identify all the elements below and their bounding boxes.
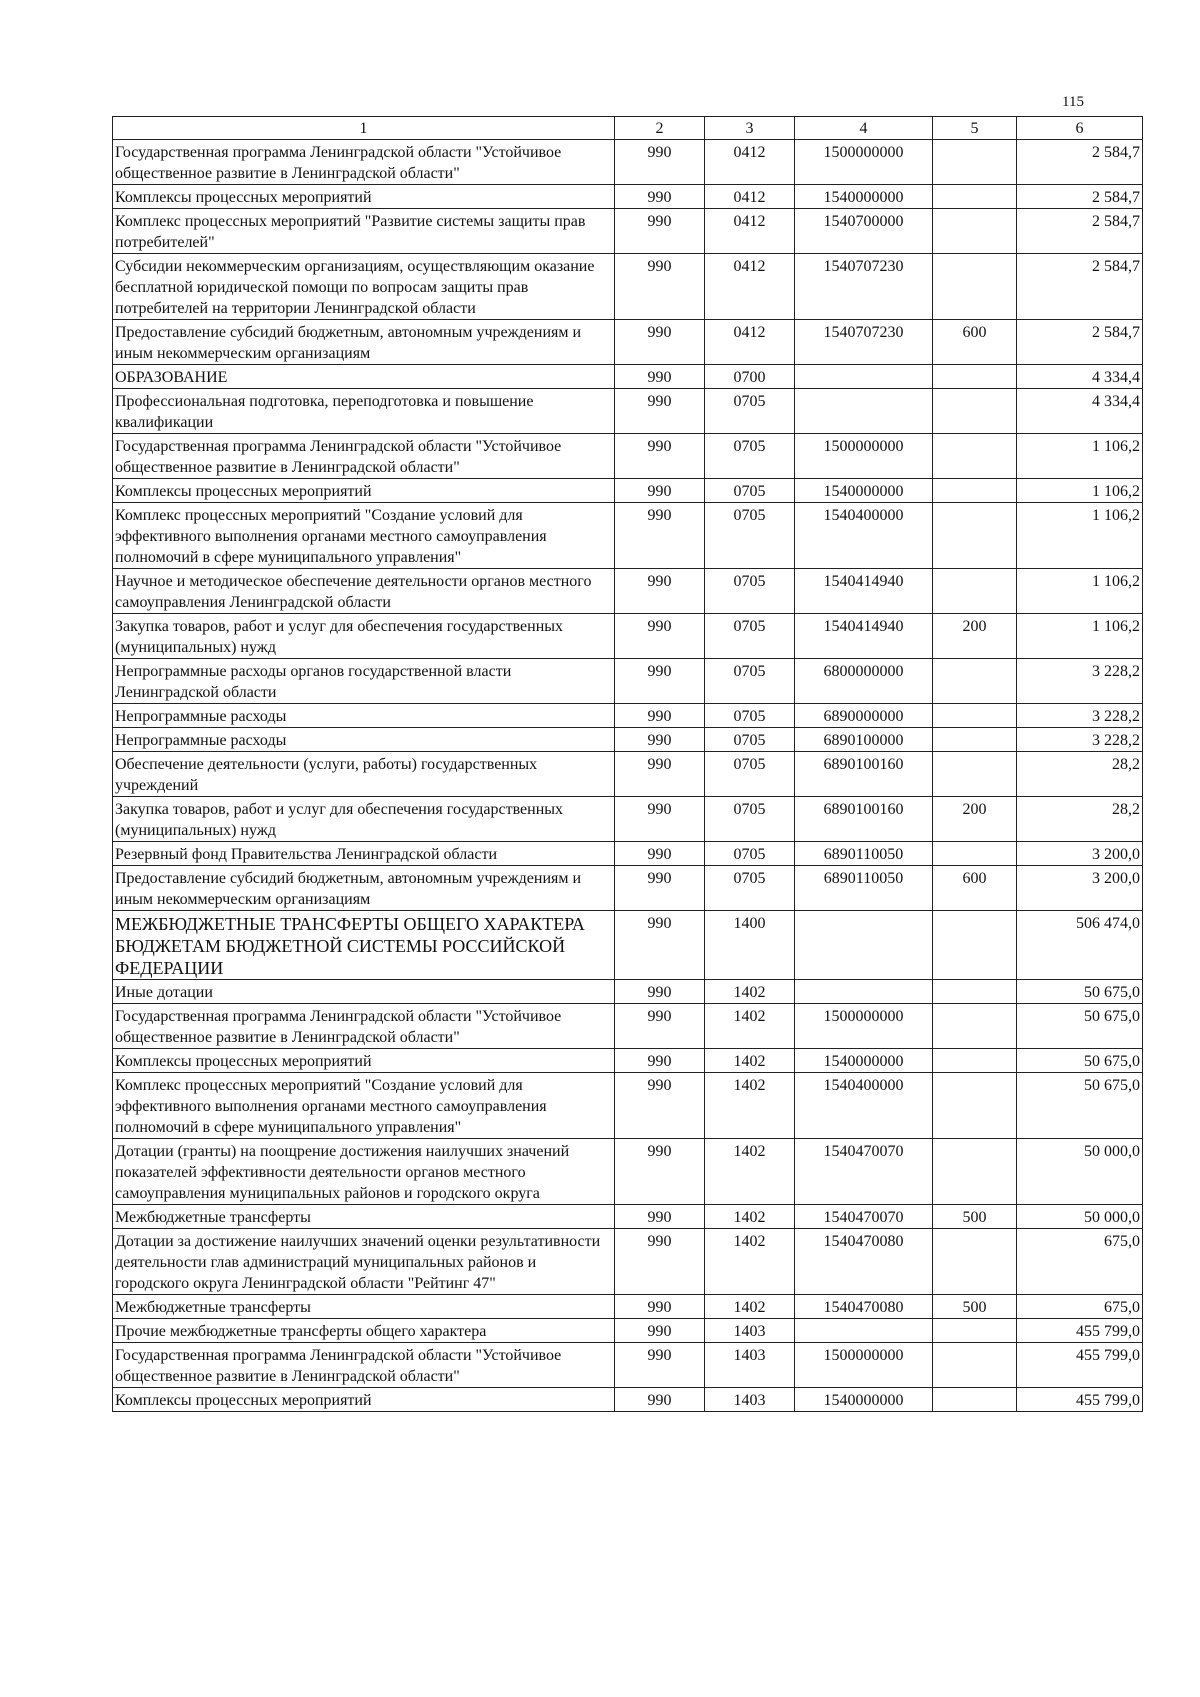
row-amount-cell: 4 334,4 [1017,389,1143,434]
table-row [113,365,1143,389]
row-section-cell: 1400 [705,911,795,980]
table-row [113,980,1143,1004]
budget-table [112,116,1143,1412]
row-code-cell: 990 [615,1004,705,1049]
row-section-cell: 0705 [705,389,795,434]
row-code-cell: 990 [615,1388,705,1412]
row-section-cell: 0412 [705,140,795,185]
row-section-cell: 1402 [705,1229,795,1295]
row-name-cell: Непрограммные расходы органов государственной власти Ленинградской области [113,659,615,704]
table-row [113,140,1143,185]
column-header: 1 [113,117,615,140]
row-target-cell: 1540000000 [795,479,933,503]
row-amount-cell: 1 106,2 [1017,503,1143,569]
row-amount-cell: 1 106,2 [1017,479,1143,503]
row-amount-cell: 2 584,7 [1017,185,1143,209]
row-target-cell: 1540000000 [795,1388,933,1412]
row-section-cell: 1402 [705,1004,795,1049]
row-name-cell: Дотации (гранты) на поощрение достижения наилучших значений показателей эффективности деятельности органов местного самоуправления муниципальных районов и городского округа [113,1139,615,1205]
row-name-cell: Научное и методическое обеспечение деятельности органов местного самоуправления Ленинградской области [113,569,615,614]
row-section-cell: 1402 [705,1049,795,1073]
row-code-cell: 990 [615,479,705,503]
table-row [113,503,1143,569]
page-number: 115 [1062,94,1084,110]
column-header: 4 [795,117,933,140]
row-target-cell: 1500000000 [795,1343,933,1388]
row-type-cell [933,209,1017,254]
row-name-cell: Прочие межбюджетные трансферты общего характера [113,1319,615,1343]
row-type-cell [933,1319,1017,1343]
row-name-cell: Субсидии некоммерческим организациям, осуществляющим оказание бесплатной юридической помощи по вопросам защиты прав потребителей на территории Ленинградской области [113,254,615,320]
row-target-cell: 1500000000 [795,434,933,479]
row-name-cell: Обеспечение деятельности (услуги, работы) государственных учреждений [113,752,615,797]
row-type-cell [933,704,1017,728]
row-code-cell: 990 [615,1139,705,1205]
row-name-cell: Резервный фонд Правительства Ленинградской области [113,842,615,866]
row-section-cell: 0705 [705,479,795,503]
row-section-cell: 1402 [705,980,795,1004]
row-code-cell: 990 [615,1319,705,1343]
row-amount-cell: 3 200,0 [1017,866,1143,911]
row-amount-cell: 1 106,2 [1017,434,1143,479]
row-name-cell: Государственная программа Ленинградской области "Устойчивое общественное развитие в Ленинградской области" [113,434,615,479]
row-target-cell: 6890100160 [795,797,933,842]
row-code-cell: 990 [615,866,705,911]
row-type-cell [933,1343,1017,1388]
row-section-cell: 0705 [705,704,795,728]
row-code-cell: 990 [615,797,705,842]
row-name-cell: Комплексы процессных мероприятий [113,479,615,503]
row-name-cell: Государственная программа Ленинградской области "Устойчивое общественное развитие в Ленинградской области" [113,1004,615,1049]
row-code-cell: 990 [615,1295,705,1319]
table-row [113,1205,1143,1229]
row-type-cell [933,569,1017,614]
row-amount-cell: 50 675,0 [1017,980,1143,1004]
row-target-cell: 6890110050 [795,842,933,866]
row-type-cell [933,911,1017,980]
row-amount-cell: 455 799,0 [1017,1388,1143,1412]
table-row [113,614,1143,659]
row-code-cell: 990 [615,704,705,728]
row-code-cell: 990 [615,503,705,569]
row-code-cell: 990 [615,614,705,659]
row-amount-cell: 455 799,0 [1017,1343,1143,1388]
row-name-cell: ОБРАЗОВАНИЕ [113,365,615,389]
row-target-cell: 1540470070 [795,1139,933,1205]
row-code-cell: 990 [615,980,705,1004]
row-target-cell: 1540470080 [795,1229,933,1295]
row-code-cell: 990 [615,752,705,797]
row-amount-cell: 3 200,0 [1017,842,1143,866]
table-row [113,728,1143,752]
row-target-cell: 1540000000 [795,185,933,209]
table-row [113,1073,1143,1139]
row-type-cell [933,503,1017,569]
row-amount-cell: 1 106,2 [1017,569,1143,614]
row-type-cell [933,434,1017,479]
row-name-cell: Комплексы процессных мероприятий [113,1388,615,1412]
row-target-cell [795,980,933,1004]
row-target-cell [795,365,933,389]
row-target-cell: 1540470080 [795,1295,933,1319]
table-row [113,1004,1143,1049]
table-row [113,659,1143,704]
row-target-cell [795,389,933,434]
table-row [113,209,1143,254]
row-amount-cell: 28,2 [1017,797,1143,842]
row-target-cell: 1540400000 [795,503,933,569]
row-type-cell: 600 [933,320,1017,365]
table-row [113,479,1143,503]
row-amount-cell: 2 584,7 [1017,320,1143,365]
row-code-cell: 990 [615,1343,705,1388]
row-type-cell [933,254,1017,320]
table-row [113,704,1143,728]
table-row [113,1343,1143,1388]
column-header: 3 [705,117,795,140]
row-type-cell [933,659,1017,704]
row-amount-cell: 50 000,0 [1017,1205,1143,1229]
table-row [113,1319,1143,1343]
row-code-cell: 990 [615,911,705,980]
table-row [113,389,1143,434]
row-code-cell: 990 [615,569,705,614]
row-section-cell: 0705 [705,752,795,797]
row-code-cell: 990 [615,1205,705,1229]
row-amount-cell: 506 474,0 [1017,911,1143,980]
row-name-cell: Государственная программа Ленинградской области "Устойчивое общественное развитие в Ленинградской области" [113,140,615,185]
column-header: 5 [933,117,1017,140]
row-type-cell [933,728,1017,752]
row-code-cell: 990 [615,434,705,479]
table-row [113,434,1143,479]
row-target-cell: 1540707230 [795,320,933,365]
row-name-cell: Межбюджетные трансферты [113,1295,615,1319]
row-amount-cell: 3 228,2 [1017,704,1143,728]
row-amount-cell: 675,0 [1017,1229,1143,1295]
row-section-cell: 0705 [705,659,795,704]
row-amount-cell: 50 675,0 [1017,1004,1143,1049]
row-type-cell: 200 [933,614,1017,659]
row-target-cell: 1540400000 [795,1073,933,1139]
row-name-cell: Иные дотации [113,980,615,1004]
row-section-cell: 0412 [705,320,795,365]
row-name-cell: Дотации за достижение наилучших значений оценки результативности деятельности глав администраций муниципальных районов и городского округа Ленинградской области "Рейтинг 47" [113,1229,615,1295]
row-target-cell [795,911,933,980]
column-header: 6 [1017,117,1143,140]
row-section-cell: 0412 [705,209,795,254]
row-section-cell: 1402 [705,1073,795,1139]
table-row [113,185,1143,209]
row-name-cell: Комплекс процессных мероприятий "Создание условий для эффективного выполнения органами местного самоуправления полномочий в сфере муниципального управления" [113,503,615,569]
row-type-cell: 500 [933,1295,1017,1319]
row-name-cell: Комплекс процессных мероприятий "Развитие системы защиты прав потребителей" [113,209,615,254]
row-target-cell: 1540707230 [795,254,933,320]
row-name-cell: Профессиональная подготовка, переподготовка и повышение квалификации [113,389,615,434]
row-type-cell [933,1049,1017,1073]
row-section-cell: 1403 [705,1343,795,1388]
table-row [113,1295,1143,1319]
row-name-cell: Непрограммные расходы [113,704,615,728]
row-type-cell [933,1139,1017,1205]
row-section-cell: 0705 [705,797,795,842]
row-amount-cell: 50 000,0 [1017,1139,1143,1205]
row-target-cell: 1540414940 [795,569,933,614]
table-row [113,1139,1143,1205]
row-target-cell: 6890100160 [795,752,933,797]
row-code-cell: 990 [615,1229,705,1295]
row-amount-cell: 2 584,7 [1017,254,1143,320]
row-name-cell: Предоставление субсидий бюджетным, автономным учреждениям и иным некоммерческим организациям [113,866,615,911]
row-section-cell: 0700 [705,365,795,389]
row-section-cell: 0705 [705,614,795,659]
row-code-cell: 990 [615,140,705,185]
table-row [113,569,1143,614]
row-target-cell: 1540000000 [795,1049,933,1073]
column-header: 2 [615,117,705,140]
row-name-cell: Предоставление субсидий бюджетным, автономным учреждениям и иным некоммерческим организациям [113,320,615,365]
row-target-cell: 1540414940 [795,614,933,659]
row-type-cell [933,980,1017,1004]
row-type-cell [933,1388,1017,1412]
table-row [113,1388,1143,1412]
row-amount-cell: 2 584,7 [1017,209,1143,254]
row-section-cell: 0412 [705,254,795,320]
table-row [113,911,1143,980]
row-type-cell [933,1004,1017,1049]
row-section-cell: 0705 [705,569,795,614]
row-name-cell: Комплексы процессных мероприятий [113,185,615,209]
row-type-cell: 200 [933,797,1017,842]
row-target-cell: 6890110050 [795,866,933,911]
table-body [113,140,1143,1412]
row-amount-cell: 3 228,2 [1017,728,1143,752]
table-row [113,752,1143,797]
row-name-cell: Закупка товаров, работ и услуг для обеспечения государственных (муниципальных) нужд [113,614,615,659]
row-section-cell: 1402 [705,1205,795,1229]
row-name-cell: Межбюджетные трансферты [113,1205,615,1229]
row-section-cell: 0705 [705,842,795,866]
row-name-cell: Государственная программа Ленинградской области "Устойчивое общественное развитие в Ленинградской области" [113,1343,615,1388]
row-section-cell: 0705 [705,728,795,752]
table-row [113,797,1143,842]
row-section-cell: 0412 [705,185,795,209]
row-name-cell: Закупка товаров, работ и услуг для обеспечения государственных (муниципальных) нужд [113,797,615,842]
row-code-cell: 990 [615,365,705,389]
row-amount-cell: 50 675,0 [1017,1049,1143,1073]
row-code-cell: 990 [615,320,705,365]
row-type-cell [933,140,1017,185]
row-type-cell [933,752,1017,797]
row-section-cell: 1402 [705,1295,795,1319]
row-amount-cell: 1 106,2 [1017,614,1143,659]
row-name-cell: Комплексы процессных мероприятий [113,1049,615,1073]
row-type-cell [933,842,1017,866]
row-target-cell: 1500000000 [795,140,933,185]
row-amount-cell: 455 799,0 [1017,1319,1143,1343]
row-section-cell: 1403 [705,1319,795,1343]
row-target-cell: 1540700000 [795,209,933,254]
row-amount-cell: 2 584,7 [1017,140,1143,185]
row-amount-cell: 28,2 [1017,752,1143,797]
row-code-cell: 990 [615,842,705,866]
row-target-cell: 1500000000 [795,1004,933,1049]
row-type-cell [933,389,1017,434]
table-row [113,254,1143,320]
table-row [113,842,1143,866]
row-target-cell: 6890000000 [795,704,933,728]
row-amount-cell: 50 675,0 [1017,1073,1143,1139]
row-type-cell: 600 [933,866,1017,911]
row-target-cell [795,1319,933,1343]
row-code-cell: 990 [615,728,705,752]
row-section-cell: 0705 [705,866,795,911]
row-section-cell: 1402 [705,1139,795,1205]
table-row [113,1229,1143,1295]
row-code-cell: 990 [615,254,705,320]
row-amount-cell: 675,0 [1017,1295,1143,1319]
row-code-cell: 990 [615,209,705,254]
row-amount-cell: 4 334,4 [1017,365,1143,389]
row-type-cell [933,1229,1017,1295]
row-amount-cell: 3 228,2 [1017,659,1143,704]
row-type-cell [933,365,1017,389]
row-code-cell: 990 [615,389,705,434]
header-row [113,117,1143,140]
row-code-cell: 990 [615,659,705,704]
row-section-cell: 1403 [705,1388,795,1412]
row-type-cell [933,185,1017,209]
row-target-cell: 6890100000 [795,728,933,752]
row-name-cell: МЕЖБЮДЖЕТНЫЕ ТРАНСФЕРТЫ ОБЩЕГО ХАРАКТЕРА БЮДЖЕТАМ БЮДЖЕТНОЙ СИСТЕМЫ РОССИЙСКОЙ ФЕДЕРАЦИИ [113,911,615,980]
row-name-cell: Непрограммные расходы [113,728,615,752]
row-code-cell: 990 [615,185,705,209]
row-target-cell: 6800000000 [795,659,933,704]
row-type-cell [933,1073,1017,1139]
row-code-cell: 990 [615,1049,705,1073]
table-row [113,866,1143,911]
table-row [113,320,1143,365]
row-section-cell: 0705 [705,503,795,569]
row-type-cell: 500 [933,1205,1017,1229]
table-row [113,1049,1143,1073]
row-type-cell [933,479,1017,503]
row-section-cell: 0705 [705,434,795,479]
row-target-cell: 1540470070 [795,1205,933,1229]
row-name-cell: Комплекс процессных мероприятий "Создание условий для эффективного выполнения органами местного самоуправления полномочий в сфере муниципального управления" [113,1073,615,1139]
row-code-cell: 990 [615,1073,705,1139]
